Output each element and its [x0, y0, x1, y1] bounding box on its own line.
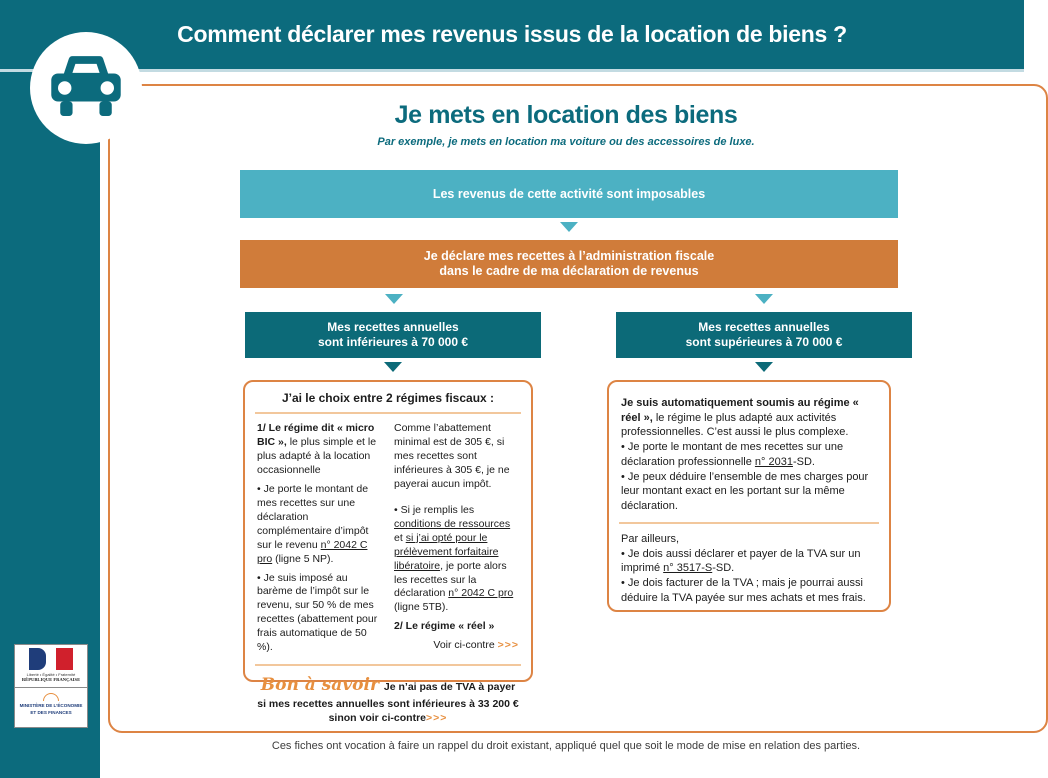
form-3517s-link[interactable]: n° 3517-S	[663, 562, 713, 575]
prelevement-liberatoire-link[interactable]: si j’ai opté pour le prélèvement forfaitaire libératoire	[394, 531, 499, 572]
micro-bullet-prelevement: • Si je remplis les conditions de ressources et si j’ai opté pour le prélèvement forfaitaire libératoire, je porte alors les recettes sur la déclaration n° 2042 C pro (ligne 5TB).	[394, 503, 514, 614]
micro-panel-col2	[394, 422, 519, 660]
par-ailleurs-label: Par ailleurs,	[621, 532, 680, 545]
ministry-logo	[14, 688, 88, 728]
micro-bullet-declaration: • Je porte le montant de mes recettes sur une déclaration complémentaire d’impôt sur le revenu n° 2042 C pro (ligne 5 NP).	[257, 482, 369, 565]
tva-bullet-imprime: • Je dois aussi déclarer et payer de la TVA sur un imprimé n° 3517-S-SD.	[621, 547, 861, 575]
flow-box-under-line2: sont inférieures à 70 000 €	[317, 335, 469, 349]
reel-section-main	[609, 382, 889, 522]
tip-see-opposite-link[interactable]: >>>	[426, 712, 448, 725]
section-heading: Je mets en location des biens	[394, 101, 738, 129]
flow-box-under-line1: Mes recettes annuelles	[327, 320, 459, 334]
flow-box-declare	[240, 240, 898, 288]
regime-reel-title: 2/ Le régime « réel »	[394, 620, 495, 633]
micro-abattement-paragraph: Comme l’abattement minimal est de 305 €, si mes recettes sont inférieures à 305 €, je ne payerai aucun impôt.	[394, 422, 510, 490]
tva-bullet-facturer: • Je dois facturer de la TVA ; mais je pourrai aussi déduire la TVA payée sur mes achats et mes frais.	[621, 577, 866, 604]
arrow-down-icon	[755, 294, 773, 304]
conditions-ressources-link[interactable]: conditions de ressources	[394, 517, 511, 530]
section-subtitle: Par exemple, je mets en location ma voiture ou des accessoires de luxe.	[377, 136, 755, 148]
flow-box-under-70000	[245, 312, 541, 358]
marianne-flag-icon	[29, 648, 73, 670]
form-2042cpro-link[interactable]: n° 2042 C pro	[257, 538, 368, 565]
micro-bullet-bareme: • Je suis imposé au barème de l’impôt sur le revenu, sur 50 % de mes recettes (abattement pour frais automatique de 50 %).	[257, 571, 378, 654]
form-2031-link[interactable]: n° 2031	[754, 455, 793, 468]
government-logos	[14, 644, 88, 728]
micro-panel-header: J’ai le choix entre 2 régimes fiscaux :	[281, 391, 495, 405]
flow-box-taxable	[240, 170, 898, 218]
reel-bullet-declaration: • Je porte le montant de mes recettes sur une déclaration professionnelle n° 2031-SD.	[621, 441, 844, 468]
motto-text: Liberté • Égalité • Fraternité	[26, 672, 76, 677]
arrow-down-icon	[384, 362, 402, 372]
flow-box-over-line1: Mes recettes annuelles	[698, 320, 830, 334]
flow-box-declare-line1: Je déclare mes recettes à l’administration fiscale	[423, 249, 715, 263]
flow-box-over-line2: sont supérieures à 70 000 €	[685, 335, 843, 349]
republique-francaise-logo	[14, 644, 88, 688]
flow-box-over-70000	[616, 312, 912, 358]
ministry-arc-icon	[43, 693, 59, 701]
reel-intro-paragraph: Je suis automatiquement soumis au régime « réel », le régime le plus adapté aux activités professionnelles. C’est aussi le plus complexe.	[621, 397, 859, 439]
form-2042cpro-link[interactable]: n° 2042 C pro	[448, 587, 514, 600]
arrow-down-icon	[385, 294, 403, 304]
arrow-down-icon	[560, 222, 578, 232]
footer-note: Ces fiches ont vocation à faire un rappel du droit existant, appliqué quel que soit le mode de mise en relation des parties.	[271, 740, 861, 752]
arrow-down-icon	[755, 362, 773, 372]
republic-text: RÉPUBLIQUE FRANÇAISE	[21, 677, 81, 682]
flow-box-taxable-label: Les revenus de cette activité sont imposables	[432, 187, 706, 201]
bon-a-savoir-label: Bon à savoir	[260, 675, 379, 696]
bon-a-savoir: Bon à savoir Je n’ai pas de TVA à payer si mes recettes annuelles sont inférieures à 33 200 € sinon voir ci-contre>>>	[257, 675, 519, 725]
micro-regime-paragraph: 1/ Le régime dit « micro BIC », le plus simple et le plus adapté à la location occasionnelle	[257, 422, 377, 476]
header-accent-line	[0, 69, 1024, 72]
micro-panel-col1	[257, 422, 382, 660]
reel-bullet-charges: • Je peux déduire l’ensemble de mes charges pour leur montant exact en les portant sur la même déclaration.	[621, 470, 869, 513]
regime-reel-panel	[607, 380, 891, 612]
reel-section-tva	[609, 524, 889, 614]
flow-box-declare-line2: dans le cadre de ma déclaration de revenus	[439, 264, 699, 278]
see-opposite: Voir ci-contre >>>	[433, 639, 519, 652]
see-opposite-link[interactable]: >>>	[497, 639, 519, 652]
ministry-text: MINISTÈRE DE L’ÉCONOMIE ET DES FINANCES	[19, 703, 83, 715]
micro-bic-panel	[243, 380, 533, 725]
page-title: Comment déclarer mes revenus issus de la location de biens ?	[177, 21, 847, 47]
micro-panel-columns	[245, 414, 531, 664]
